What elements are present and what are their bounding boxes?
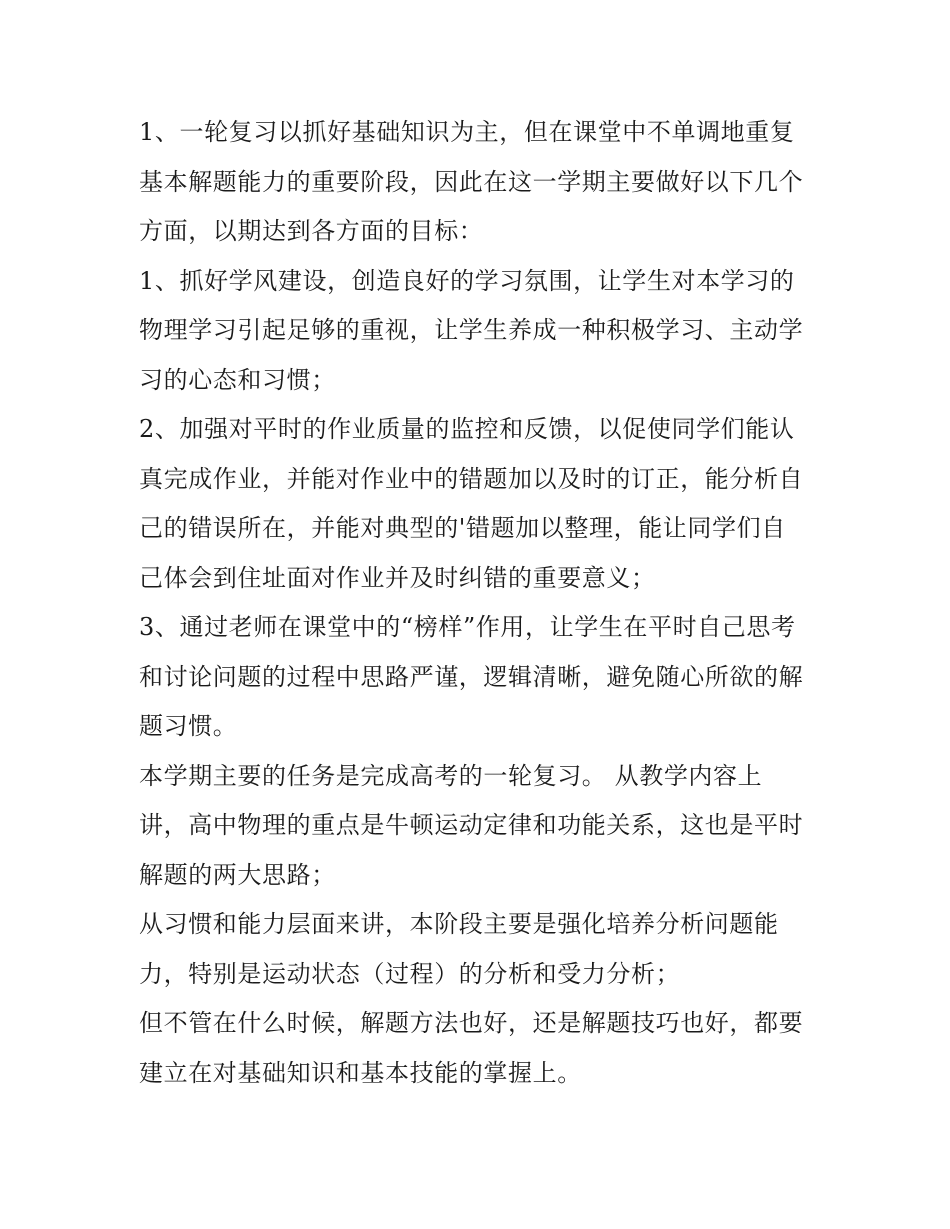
text-line: 3、通过老师在课堂中的“榜样”作用，让学生在平时自己思考 <box>139 613 796 641</box>
text-line: 2、加强对平时的作业质量的监控和反馈，以促使同学们能认 <box>139 415 795 443</box>
text-line: 习的心态和习惯； <box>139 365 336 394</box>
text-line: 建立在对基础知识和基本技能的掌握上。 <box>139 1058 582 1087</box>
text-line: 己体会到住址面对作业并及时纠错的重要意义； <box>139 563 656 592</box>
text-line: 方面，以期达到各方面的目标： <box>139 217 484 245</box>
text-line: 己的错误所在，并能对典型的'错题加以整理，能让同学们自 <box>139 514 786 542</box>
text-line: 但不管在什么时候，解题方法也好，还是解题技巧也好，都要 <box>139 1009 804 1037</box>
text-line: 本学期主要的任务是完成高考的一轮复习。 从教学内容上 <box>139 761 763 790</box>
text-line: 解题的两大思路； <box>139 860 336 889</box>
document-body <box>139 108 819 1098</box>
text-line: 题习惯。 <box>139 712 238 740</box>
text-line: 真完成作业，并能对作业中的错题加以及时的订正，能分析自 <box>139 464 804 493</box>
text-line: 从习惯和能力层面来讲，本阶段主要是强化培养分析问题能 <box>139 910 779 938</box>
text-line: 1、一轮复习以抓好基础知识为主，但在课堂中不单调地重复 <box>139 118 795 146</box>
text-line: 1、抓好学风建设，创造良好的学习氛围，让学生对本学习的 <box>139 266 795 295</box>
text-line: 力，特别是运动状态（过程）的分析和受力分析； <box>139 959 681 988</box>
text-line: 和讨论问题的过程中思路严谨，逻辑清晰，避免随心所欲的解 <box>139 662 804 691</box>
text-line: 讲，高中物理的重点是牛顿运动定律和功能关系，这也是平时 <box>139 811 804 839</box>
text-line: 物理学习引起足够的重视，让学生养成一种积极学习、主动学 <box>139 316 804 344</box>
text-line: 基本解题能力的重要阶段，因此在这一学期主要做好以下几个 <box>139 167 804 196</box>
